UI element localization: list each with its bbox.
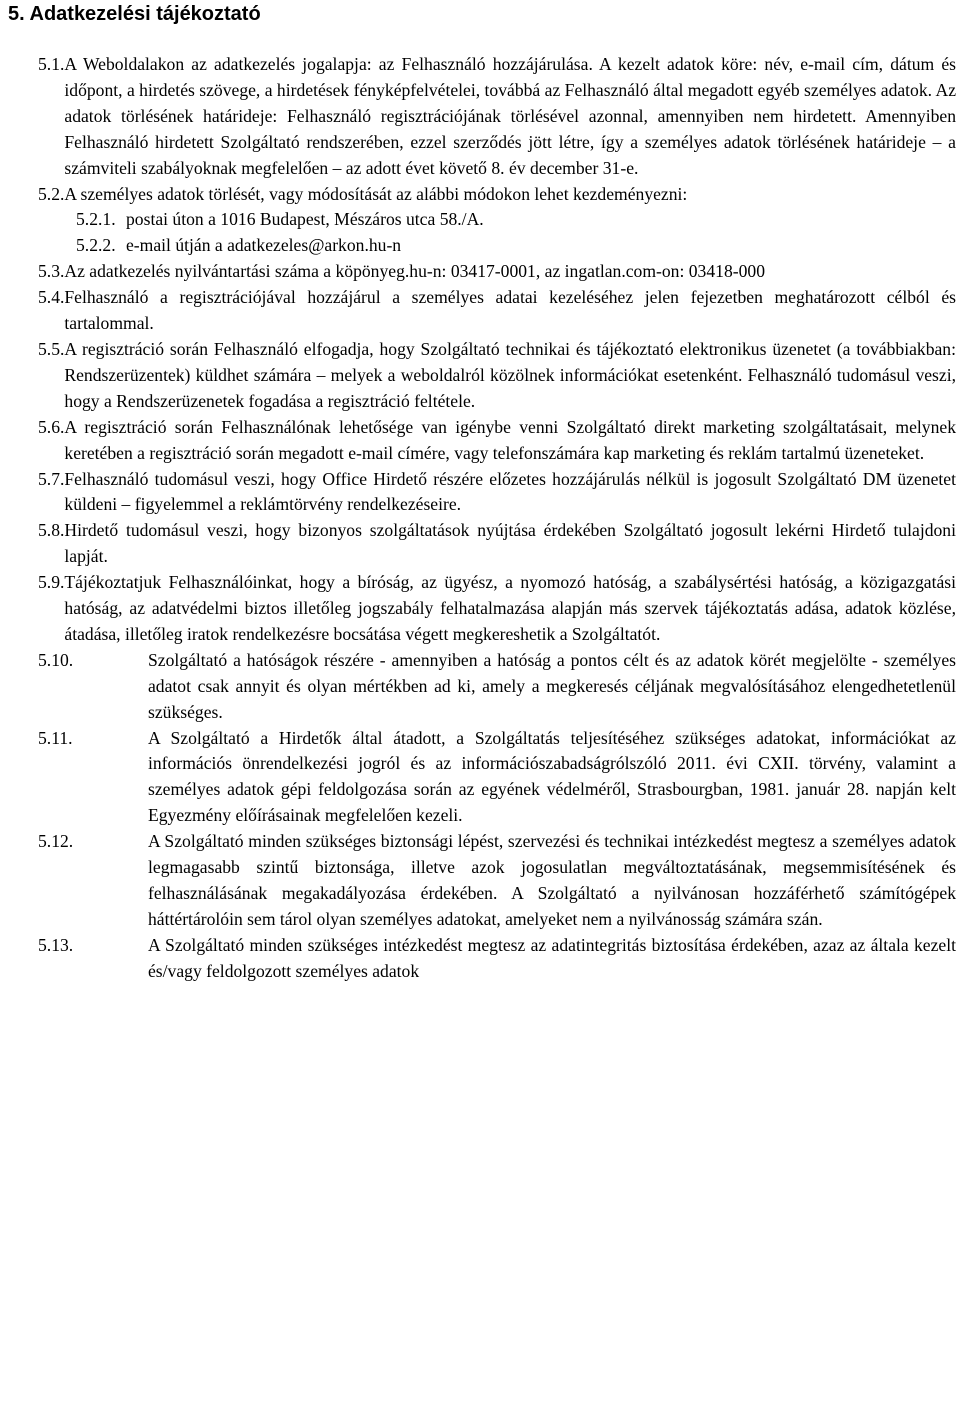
paragraph-5-7: [38, 467, 956, 519]
paragraph-number: 5.1.: [38, 54, 65, 74]
paragraph-text: A Szolgáltató minden szükséges intézkedést megtesz az adatintegritás biztosítása érdekében, azaz az általa kezelt és/vagy feldolgozott személyes adatok: [148, 934, 956, 981]
paragraph-text: Az adatkezelés nyilvántartási száma a köpönyeg.hu-n: 03417-0001, az ingatlan.com-on: 03418-000: [64, 261, 765, 282]
paragraph-number: 5.7.: [38, 468, 65, 489]
paragraph-5-5: [38, 337, 956, 415]
paragraph-5-1: [38, 52, 956, 182]
paragraph-text: Tájékoztatjuk Felhasználóinkat, hogy a bíróság, az ügyész, a nyomozó hatóság, a szabálysértési hatóság, a közigazgatási hatóság, az adatvédelmi biztos illetőleg jogszabály felhatalmazása alapján más szervek tájékoztatás adása, adatok közlése, átadása, illetőleg iratok rendelkezésre bocsátása végett megkereshetik a Szolgáltatót.: [64, 572, 956, 644]
paragraph-number: 5.2.1.: [76, 209, 116, 230]
paragraph-text: A Szolgáltató minden szükséges biztonsági lépést, szervezési és technikai intézkedést megtesz a személyes adatok legmagasabb szintű biztonsága, illetve azok jogosulatlan megváltoztatásának, megsemmisítésének és felhasználásának megakadályozása érdekében. A Szolgáltató a nyilvánosan hozzáférhető számítógépek háttértárolóin sem tárol olyan személyes adatokat, amelyeket nem a nyilvánosság számára szán.: [148, 831, 956, 929]
paragraph-number: 5.10.: [38, 649, 74, 670]
paragraph-text: A Weboldalakon az adatkezelés jogalapja: az Felhasználó hozzájárulása. A kezelt adatok köre: név, e-mail cím, dátum és időpont, a hirdetés szövege, a hirdetések fényképfelvételei, továbbá az Felhasználó által megadott egyéb személyes adatok. Az adatok törlésének határideje: Felhasználó regisztrációjának törlésével azonnal, amennyiben nem hirdetett. Amennyiben Felhasználó hirdetett Szolgáltató rendszerében, ezzel szerződés jött létre, így a személyes adatok törlésének határideje – a számviteli szabályoknak megfelelően – az adott évet követő 8. év december 31-e.: [64, 54, 956, 178]
paragraph-number: 5.6.: [38, 416, 65, 437]
paragraph-5-10: [38, 648, 956, 726]
paragraph-5-4: [38, 285, 956, 337]
section-heading: 5. Adatkezelési tájékoztató: [8, 3, 261, 25]
paragraph-5-13: [38, 933, 956, 985]
paragraph-number: 5.4.: [38, 287, 65, 308]
document-body: [38, 52, 956, 985]
paragraph-text: Felhasználó tudomásul veszi, hogy Office Hirdető részére előzetes hozzájárulás nélkül is jogosult Szolgáltató DM üzenetet küldeni – figyelemmel a reklámtörvény rendelkezéseire.: [64, 468, 956, 515]
paragraph-number: 5.8.: [38, 520, 65, 541]
paragraph-number: 5.2.: [38, 183, 65, 204]
paragraph-text: postai úton a 1016 Budapest, Mészáros utca 58./A.: [126, 209, 484, 230]
paragraph-number: 5.11.: [38, 727, 73, 748]
paragraph-5-2: [38, 182, 956, 208]
paragraph-5-2-1: [76, 207, 956, 233]
paragraph-number: 5.3.: [38, 261, 65, 282]
paragraph-5-3: [38, 259, 956, 285]
paragraph-number: 5.5.: [38, 338, 65, 359]
paragraph-text: A regisztráció során Felhasználó elfogadja, hogy Szolgáltató technikai és tájékoztató elektronikus üzenetet (a továbbiakban: Rendszerüzentek) küldhet számára – melyek a weboldalról közölnek információkat esetenként. Felhasználó tudomásul veszi, hogy a Rendszerüzenetek fogadása a regisztráció feltétele.: [64, 338, 956, 411]
paragraph-text: Felhasználó a regisztrációjával hozzájárul a személyes adatai kezeléséhez jelen fejezetben meghatározott célból és tartalommal.: [64, 287, 956, 334]
paragraph-5-11: [38, 726, 956, 830]
paragraph-text: Szolgáltató a hatóságok részére - amennyiben a hatóság a pontos célt és az adatok körét megjelölte - személyes adatot csak annyit és olyan mértékben ad ki, amely a megkeresés céljának megvalósításához elengedhetetlenül szükséges.: [148, 649, 956, 722]
paragraph-5-9: [38, 570, 956, 648]
paragraph-text: e-mail útján a adatkezeles@arkon.hu-n: [126, 235, 402, 256]
paragraph-text: A regisztráció során Felhasználónak lehetősége van igénybe venni Szolgáltató direkt marketing szolgáltatásait, melynek keretében a regisztráció során megadott e-mail címére, vagy telefonszámára kap marketing és reklám tartalmú üzeneteket.: [64, 416, 956, 463]
paragraph-5-12: [38, 829, 956, 933]
paragraph-number: 5.9.: [38, 572, 65, 593]
paragraph-5-2-2: [76, 233, 956, 259]
paragraph-5-8: [38, 518, 956, 570]
paragraph-text: Hirdető tudomásul veszi, hogy bizonyos szolgáltatások nyújtása érdekében Szolgáltató jogosult lekérni Hirdető tulajdoni lapját.: [64, 520, 956, 567]
paragraph-number: 5.2.2.: [76, 235, 116, 256]
paragraph-5-6: [38, 415, 956, 467]
paragraph-number: 5.12.: [38, 831, 74, 852]
paragraph-text: A Szolgáltató a Hirdetők által átadott, a Szolgáltatás teljesítéséhez szükséges adatokat, információkat az információs önrendelkezési jogról és az információszabadságrólszóló 2011. évi CXII. törvény, valamint a személyes adatok gépi feldolgozása során az egyének védelméről, Strasbourgban, 1981. január 28. napján kelt Egyezmény előírásainak megfelelően kezeli.: [148, 727, 956, 826]
paragraph-number: 5.13.: [38, 934, 74, 955]
paragraph-text: A személyes adatok törlését, vagy módosítását az alábbi módokon lehet kezdeményezni:: [64, 183, 688, 204]
